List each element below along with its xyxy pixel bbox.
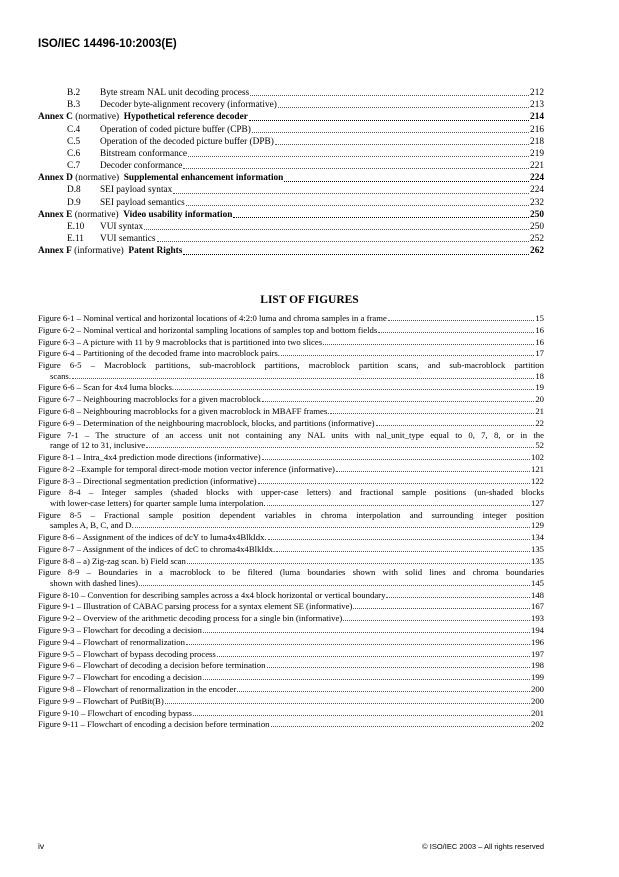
- figure-page: 200: [530, 695, 544, 706]
- toc-page: 252: [530, 234, 544, 245]
- copyright-notice: © ISO/IEC 2003 – All rights reserved: [422, 842, 544, 851]
- toc-title: VUI semantics: [100, 234, 156, 245]
- figure-entry[interactable]: [38, 430, 544, 451]
- figure-page: 21: [535, 406, 544, 417]
- toc-entry[interactable]: [38, 172, 544, 184]
- toc-title: Patent Rights: [128, 246, 183, 257]
- toc-title: Bitstream conformance: [100, 148, 187, 159]
- figure-entry[interactable]: [38, 708, 544, 719]
- figure-title-line2: range of 12 to 31, inclusive: [50, 440, 146, 451]
- figure-title: Figure 8-5 – Fractional sample position dependent variables in chroma interpolation and surrounding integer position: [38, 509, 544, 520]
- figure-title: Figure 8-10 – Convention for describing samples across a 4x4 block horizontal or vertical boundary: [38, 589, 386, 600]
- figure-entry[interactable]: [38, 567, 544, 588]
- dot-leader: [258, 476, 530, 484]
- figure-title-continuation: [38, 440, 544, 451]
- toc-title: VUI syntax: [100, 222, 144, 233]
- dot-leader: [388, 313, 534, 321]
- toc-entry[interactable]: [38, 99, 544, 111]
- figure-title: Figure 9-3 – Flowchart for decoding a decision: [38, 625, 202, 636]
- dot-leader: [183, 246, 529, 255]
- document-id-header: ISO/IEC 14496-10:2003(E): [38, 38, 177, 50]
- dot-leader: [188, 148, 529, 157]
- figure-entry[interactable]: [38, 672, 544, 683]
- figure-title: Figure 8-2 –Example for temporal direct-mode motion vector inference (informative): [38, 463, 335, 474]
- toc-number: C.4: [67, 124, 81, 135]
- figure-page: 135: [530, 555, 544, 566]
- figure-line: [38, 464, 544, 475]
- figure-page: 18: [535, 370, 544, 381]
- toc-page: 224: [530, 173, 544, 184]
- figure-title-line2: samples A, B, C, and D.: [50, 520, 134, 531]
- figure-line: [38, 337, 544, 348]
- figure-line: [38, 544, 544, 555]
- dot-leader: [250, 87, 529, 96]
- figure-entry[interactable]: [38, 637, 544, 648]
- figure-line: [38, 637, 544, 648]
- figure-page: 16: [535, 324, 544, 335]
- toc-page: 221: [530, 161, 544, 172]
- figure-title-continuation: [38, 520, 544, 531]
- figure-title: Figure 9-4 – Flowchart of renormalization: [38, 636, 185, 647]
- figure-line: [38, 684, 544, 695]
- figure-title: Figure 9-5 – Flowchart of bypass decoding process: [38, 648, 216, 659]
- dot-leader: [323, 337, 534, 345]
- figure-title: Figure 7-1 – The structure of an access unit not containing any NAL units with nal_unit_type equal to 0, 7, 8, or in the: [38, 429, 544, 440]
- figure-line: [38, 625, 544, 636]
- toc-entry[interactable]: [38, 233, 544, 245]
- figure-entry[interactable]: [38, 613, 544, 624]
- dot-leader: [183, 160, 529, 169]
- dot-leader: [217, 649, 530, 657]
- dot-leader: [72, 371, 534, 379]
- dot-leader: [281, 348, 534, 356]
- toc-page: 250: [530, 209, 544, 220]
- figure-line: [38, 476, 544, 487]
- figure-entry[interactable]: [38, 406, 544, 417]
- figure-title: Figure 9-11 – Flowchart of encoding a decision before termination: [38, 719, 270, 730]
- figure-title-line2: scans.: [50, 370, 71, 381]
- figure-title: Figure 9-2 – Overview of the arithmetic decoding process for a single bin (informative): [38, 613, 343, 624]
- dot-leader: [275, 136, 529, 145]
- figure-line: [38, 418, 544, 429]
- dot-leader: [252, 124, 529, 133]
- figure-title: Figure 8-1 – Intra_4x4 prediction mode directions (informative): [38, 451, 261, 462]
- figure-title: Figure 6-4 – Partitioning of the decoded frame into macroblock pairs.: [38, 348, 280, 359]
- figure-page: 127: [530, 497, 544, 508]
- toc-title: Hypothetical reference decoder: [123, 112, 248, 123]
- figure-title: Figure 8-9 – Boundaries in a macroblock to be filtered (luma boundaries shown with solid lines and chroma boundaries: [38, 567, 544, 578]
- figure-line: [38, 719, 544, 730]
- dot-leader: [267, 660, 530, 668]
- toc-entry[interactable]: [38, 245, 544, 257]
- figure-line: [38, 313, 544, 324]
- toc-entry[interactable]: [38, 160, 544, 172]
- dot-leader: [193, 708, 530, 716]
- figure-line: [38, 708, 544, 719]
- figure-line: [38, 601, 544, 612]
- figure-page: 197: [530, 648, 544, 659]
- toc-page: 218: [530, 136, 544, 147]
- list-of-figures-title: LIST OF FIGURES: [260, 294, 359, 306]
- figure-entry[interactable]: [38, 510, 544, 531]
- figure-line: [38, 660, 544, 671]
- figure-entry[interactable]: [38, 418, 544, 429]
- figure-page: 134: [530, 531, 544, 542]
- figure-entry[interactable]: [38, 649, 544, 660]
- dot-leader: [262, 452, 530, 460]
- toc-title: SEI payload syntax: [100, 185, 173, 196]
- toc-title: Byte stream NAL unit decoding process: [100, 87, 250, 98]
- figure-line: [38, 532, 544, 543]
- figure-page: 194: [530, 625, 544, 636]
- toc-annex-label: Annex F: [38, 246, 72, 257]
- dot-leader: [353, 601, 530, 609]
- figure-title: Figure 6-2 – Nominal vertical and horizontal sampling locations of samples top and bottom fields: [38, 324, 378, 335]
- dot-leader: [343, 613, 530, 621]
- toc-entry[interactable]: [38, 221, 544, 233]
- figure-page: 201: [530, 707, 544, 718]
- toc-annex-label: Annex D: [38, 173, 73, 184]
- toc-title: Operation of the decoded picture buffer (DPB): [100, 136, 274, 147]
- figure-entry[interactable]: [38, 625, 544, 636]
- figure-page: 52: [535, 440, 544, 451]
- figure-title: Figure 6-7 – Neighbouring macroblocks for a given macroblock: [38, 394, 261, 405]
- figure-page: 135: [530, 543, 544, 554]
- figure-title: Figure 6-8 – Neighbouring macroblocks for a given macroblock in MBAFF frames.: [38, 406, 330, 417]
- toc-page: 214: [530, 112, 544, 123]
- figure-page: 22: [535, 417, 544, 428]
- figure-entry[interactable]: [38, 590, 544, 601]
- figure-page: 19: [535, 382, 544, 393]
- dot-leader: [249, 112, 529, 121]
- dot-leader: [233, 209, 529, 218]
- dot-leader: [330, 406, 534, 414]
- dot-leader: [175, 382, 534, 390]
- dot-leader: [276, 544, 530, 552]
- figure-entry[interactable]: [38, 452, 544, 463]
- figure-entry[interactable]: [38, 337, 544, 348]
- dot-leader: [139, 578, 530, 586]
- figure-title: Figure 9-7 – Flowchart for encoding a decision: [38, 672, 202, 683]
- dot-leader: [203, 625, 530, 633]
- toc-annex-label: Annex C: [38, 112, 73, 123]
- toc-entry[interactable]: [38, 185, 544, 197]
- figure-page: 129: [530, 520, 544, 531]
- figure-entry[interactable]: [38, 696, 544, 707]
- toc-annex-status: (normative): [75, 173, 120, 184]
- figure-title-continuation: [38, 371, 544, 382]
- figure-line: [38, 394, 544, 405]
- figure-title: Figure 6-1 – Nominal vertical and horizontal locations of 4:2:0 luma and chroma samples in a frame: [38, 313, 387, 323]
- figure-title: Figure 8-7 – Assignment of the indices of dcC to chroma4x4BlkIdx.: [38, 543, 276, 554]
- dot-leader: [186, 197, 529, 206]
- figure-title: Figure 6-6 – Scan for 4x4 luma blocks.: [38, 382, 175, 393]
- toc-page: 219: [530, 148, 544, 159]
- figure-entry[interactable]: [38, 360, 544, 381]
- toc-entry[interactable]: [38, 148, 544, 160]
- toc-page: 212: [530, 87, 544, 98]
- figure-title: Figure 6-5 – Macroblock partitions, sub-macroblock partitions, macroblock partition scans, and sub-macroblock partition: [38, 360, 544, 371]
- dot-leader: [284, 173, 529, 182]
- figure-entry[interactable]: [38, 684, 544, 695]
- dot-leader: [165, 696, 530, 704]
- toc-annex-label: Annex E: [38, 209, 73, 220]
- dot-leader: [267, 498, 530, 506]
- toc-page: 224: [530, 185, 544, 196]
- toc-annex-status: (normative): [75, 112, 120, 123]
- toc-entry[interactable]: [38, 111, 544, 123]
- toc-title: Supplemental enhancement information: [123, 173, 284, 184]
- figure-entry[interactable]: [38, 487, 544, 508]
- figure-page: 16: [535, 336, 544, 347]
- figure-page: 121: [530, 463, 544, 474]
- figure-title-line2: shown with dashed lines): [50, 577, 139, 588]
- toc-number: E.10: [67, 222, 85, 233]
- figure-page: 193: [530, 613, 544, 624]
- figure-page: 199: [530, 672, 544, 683]
- figure-title: Figure 6-9 – Determination of the neighbouring macroblock, blocks, and partitions (informative): [38, 417, 375, 428]
- dot-leader: [378, 325, 534, 333]
- toc-page: 262: [530, 246, 544, 257]
- toc-number: B.2: [67, 87, 81, 98]
- dot-leader: [376, 418, 535, 426]
- figure-page: 102: [530, 451, 544, 462]
- toc-page: 213: [530, 100, 544, 111]
- toc-number: B.3: [67, 100, 81, 111]
- figure-page: 202: [530, 719, 544, 730]
- figure-line: [38, 696, 544, 707]
- figure-line: [38, 556, 544, 567]
- figure-line: [38, 613, 544, 624]
- dot-leader: [173, 185, 529, 194]
- figure-title-line2: with lower-case letters) for quarter sample luma interpolation.: [50, 497, 266, 508]
- figure-entry[interactable]: [38, 556, 544, 567]
- figure-line: [38, 406, 544, 417]
- toc-number: C.6: [67, 148, 81, 159]
- dot-leader: [186, 637, 530, 645]
- dot-leader: [262, 394, 534, 402]
- toc-page: 232: [530, 197, 544, 208]
- figure-line: [38, 325, 544, 336]
- figure-entry[interactable]: [38, 348, 544, 359]
- figure-entry[interactable]: [38, 325, 544, 336]
- figure-entry[interactable]: [38, 660, 544, 671]
- toc-number: E.11: [67, 234, 84, 245]
- figure-title: Figure 9-6 – Flowchart of decoding a decision before termination: [38, 660, 266, 671]
- toc-page: 216: [530, 124, 544, 135]
- figure-page: 198: [530, 660, 544, 671]
- figure-title: Figure 8-6 – Assignment of the indices of dcY to luma4x4BlkIdx.: [38, 531, 267, 542]
- toc-annex-status: (normative): [74, 209, 119, 220]
- figure-title: Figure 8-3 – Directional segmentation prediction (informative): [38, 475, 257, 486]
- toc-page: 250: [530, 222, 544, 233]
- toc-annex-status: (informative): [74, 246, 124, 257]
- dot-leader: [278, 99, 529, 108]
- toc-number: C.7: [67, 161, 81, 172]
- figure-title: Figure 8-8 – a) Zig-zag scan. b) Field scan: [38, 555, 186, 566]
- figure-entry[interactable]: [38, 382, 544, 393]
- toc-number: C.5: [67, 136, 81, 147]
- figure-page: 17: [535, 348, 544, 359]
- figure-entry[interactable]: [38, 719, 544, 730]
- dot-leader: [237, 684, 530, 692]
- toc-number: D.8: [67, 185, 81, 196]
- figure-title-continuation: [38, 498, 544, 509]
- dot-leader: [157, 233, 530, 242]
- dot-leader: [386, 590, 530, 598]
- figure-title-continuation: [38, 578, 544, 589]
- toc-title: Decoder byte-alignment recovery (informative): [100, 100, 277, 111]
- dot-leader: [268, 532, 530, 540]
- toc-title: Video usability information: [123, 209, 233, 220]
- figure-title: Figure 9-10 – Flowchart of encoding bypass: [38, 707, 192, 718]
- dot-leader: [336, 464, 530, 472]
- figure-entry[interactable]: [38, 601, 544, 612]
- figure-entry[interactable]: [38, 532, 544, 543]
- figure-title: Figure 9-9 – Flowchart of PutBit(B): [38, 695, 164, 706]
- figure-line: [38, 348, 544, 359]
- figure-line: [38, 649, 544, 660]
- toc-entry[interactable]: [38, 136, 544, 148]
- figure-line: [38, 672, 544, 683]
- dot-leader: [187, 556, 530, 564]
- figure-title: Figure 9-1 – Illustration of CABAC parsing process for a syntax element SE (informative): [38, 601, 353, 612]
- figure-line: [38, 382, 544, 393]
- figure-entry[interactable]: [38, 476, 544, 487]
- figure-page: 145: [530, 577, 544, 588]
- page-number: iv: [38, 841, 45, 851]
- toc-number: D.9: [67, 197, 81, 208]
- figure-page: 148: [530, 589, 544, 600]
- toc-title: SEI payload semantics: [100, 197, 185, 208]
- figure-line: [38, 590, 544, 601]
- figure-entry[interactable]: [38, 313, 544, 324]
- table-of-contents: [38, 87, 544, 258]
- toc-entry[interactable]: [38, 209, 544, 221]
- figure-page: 20: [535, 394, 544, 405]
- figure-line: [38, 452, 544, 463]
- toc-title: Operation of coded picture buffer (CPB): [100, 124, 251, 135]
- toc-entry[interactable]: [38, 87, 544, 99]
- toc-entry[interactable]: [38, 197, 544, 209]
- dot-leader: [144, 221, 529, 230]
- dot-leader: [135, 520, 530, 528]
- dot-leader: [203, 672, 530, 680]
- figure-title: Figure 6-3 – A picture with 11 by 9 macroblocks that is partitioned into two slices: [38, 336, 323, 347]
- list-of-figures: [38, 313, 544, 731]
- figure-entry[interactable]: [38, 464, 544, 475]
- toc-title: Decoder conformance: [100, 161, 183, 172]
- figure-page: 122: [530, 475, 544, 486]
- figure-entry[interactable]: [38, 394, 544, 405]
- figure-page: 200: [530, 684, 544, 695]
- toc-entry[interactable]: [38, 124, 544, 136]
- figure-title: Figure 9-8 – Flowchart of renormalization in the encoder: [38, 684, 237, 695]
- figure-page: 196: [530, 636, 544, 647]
- dot-leader: [146, 440, 534, 448]
- figure-page: 167: [530, 601, 544, 612]
- figure-page: 15: [535, 313, 544, 323]
- dot-leader: [271, 719, 530, 727]
- figure-title: Figure 8-4 – Integer samples (shaded blocks with upper-case letters) and fractional sample positions (un-shaded blocks: [38, 487, 544, 498]
- figure-entry[interactable]: [38, 544, 544, 555]
